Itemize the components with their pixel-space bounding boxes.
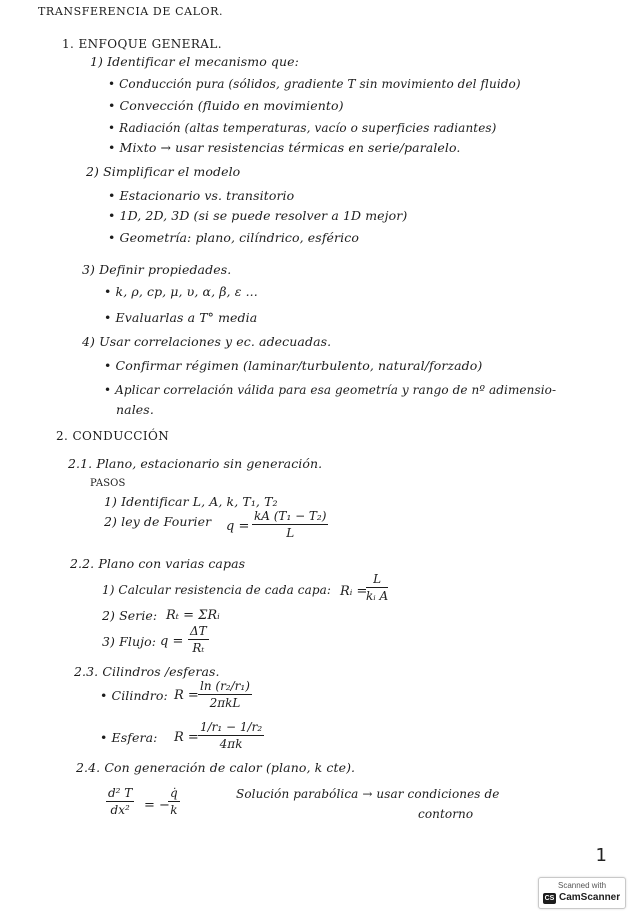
fraction-numerator: 1/r₁ − 1/r₂ (200, 720, 263, 734)
list-item: • k, ρ, cp, μ, υ, α, β, ε ... (104, 284, 258, 299)
fraction-numerator: kA (T₁ − T₂) (254, 509, 327, 523)
pasos-label: PASOS (90, 478, 126, 489)
list-item: nales. (116, 402, 154, 417)
solution-note-continuation: contorno (418, 807, 474, 821)
step-4-title: 4) Usar correlaciones y ec. adecuadas. (82, 334, 332, 349)
list-item: 1) Identificar L, A, k, T₁, T₂ (104, 494, 278, 509)
list-item: • Convección (fluido en movimiento) (108, 98, 344, 113)
equation-lhs: Rᵢ = (340, 584, 368, 599)
cylinder-label: • Cilindro: (100, 688, 168, 703)
fraction-numerator: ln (r₂/r₁) (200, 679, 250, 693)
fraction-denominator: L (286, 526, 295, 540)
equation-lhs: q = (226, 519, 250, 534)
subsection-2-4-title: 2.4. Con generación de calor (plano, k cte). (76, 760, 356, 775)
equation-lhs: R = (174, 688, 199, 703)
list-item: • Estacionario vs. transitorio (108, 188, 295, 203)
list-item: 2) Serie: (102, 608, 158, 623)
section-1-heading: 1. ENFOQUE GENERAL. (62, 37, 222, 51)
second-derivative-fraction (106, 786, 134, 817)
fraction-denominator: 4πk (219, 737, 243, 751)
fraction-denominator: k (170, 803, 178, 817)
fraction-denominator: 2πkL (209, 696, 241, 710)
equation-lhs: q = (160, 634, 184, 649)
step-1-title: 1) Identificar el mecanismo que: (90, 54, 299, 69)
resistance-fraction (366, 572, 388, 603)
list-item: • Confirmar régimen (laminar/turbulento, natural/forzado) (104, 358, 483, 373)
equation-operator: = − (144, 798, 170, 813)
camscanner-logo-icon: CS (544, 895, 555, 902)
step-3-title: 3) Definir propiedades. (82, 262, 232, 277)
fraction-denominator: Rₜ (192, 641, 205, 655)
cylinder-fraction (198, 679, 252, 710)
sphere-fraction (198, 720, 264, 751)
fraction-numerator: ΔT (190, 624, 207, 638)
fraction-numerator: L (366, 572, 388, 588)
generation-fraction (168, 786, 180, 817)
watermark-caption: Scanned with (557, 881, 607, 890)
flux-fraction (188, 624, 209, 655)
fourier-fraction (252, 509, 328, 540)
list-item: • Mixto → usar resistencias térmicas en serie/paralelo. (108, 140, 461, 155)
step-2-title: 2) Simplificar el modelo (86, 164, 241, 179)
list-item: • Evaluarlas a T° media (104, 310, 258, 325)
fraction-numerator: d² T (108, 786, 133, 800)
series-equation: Rₜ = ΣRᵢ (166, 608, 220, 623)
fraction-denominator: kᵢ A (366, 589, 389, 603)
page-title: TRANSFERENCIA DE CALOR. (38, 5, 224, 18)
fraction-numerator: q̇ (170, 786, 178, 800)
solution-note: Solución parabólica → usar condiciones de (236, 787, 500, 801)
list-item: • Aplicar correlación válida para esa geometría y rango de nº adimensio- (104, 383, 557, 397)
subsection-2-2-title: 2.2. Plano con varias capas (70, 556, 246, 571)
list-item: • 1D, 2D, 3D (si se puede resolver a 1D mejor) (108, 208, 408, 223)
subsection-2-3-title: 2.3. Cilindros /esferas. (74, 664, 220, 679)
section-2-heading: 2. CONDUCCIÓN (56, 429, 170, 443)
list-item: 2) ley de Fourier (104, 514, 212, 529)
list-item: • Conducción pura (sólidos, gradiente T sin movimiento del fluido) (108, 77, 521, 91)
subsection-2-1-title: 2.1. Plano, estacionario sin generación. (68, 456, 323, 471)
list-item: • Geometría: plano, cilíndrico, esférico (108, 230, 359, 245)
page-number: 1 (595, 845, 607, 866)
camscanner-watermark (538, 877, 626, 909)
fraction-denominator: dx² (110, 803, 130, 817)
equation-lhs: R = (174, 730, 199, 745)
list-item: • Radiación (altas temperaturas, vacío o superficies radiantes) (108, 121, 497, 135)
list-item: 3) Flujo: (102, 634, 157, 649)
sphere-label: • Esfera: (100, 730, 158, 745)
list-item: 1) Calcular resistencia de cada capa: (102, 583, 332, 597)
watermark-brand: CamScanner (559, 892, 621, 903)
